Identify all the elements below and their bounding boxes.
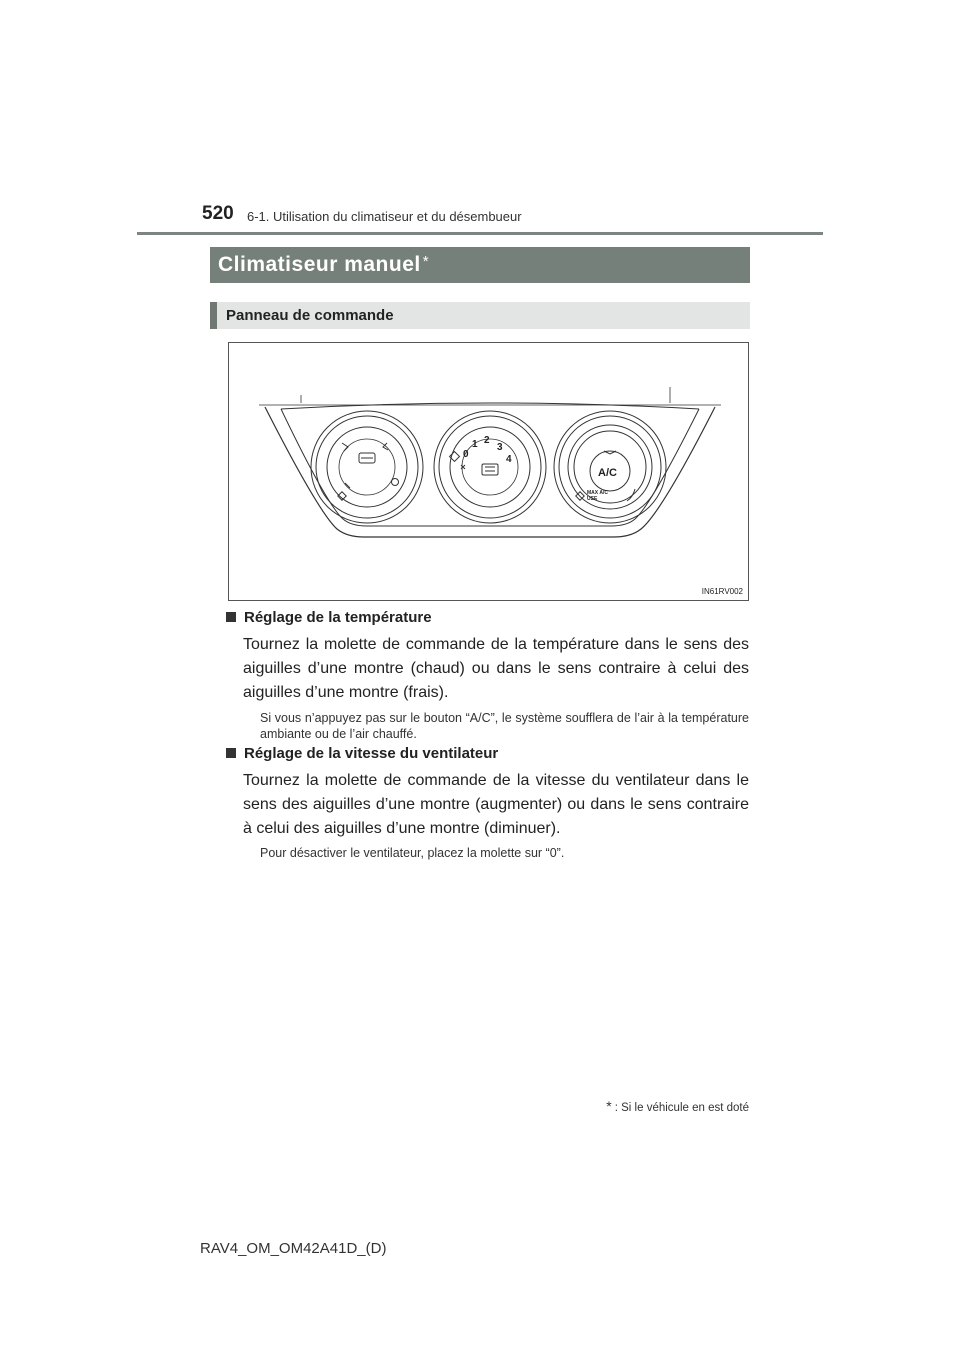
footnote-text: : Si le véhicule en est doté: [614, 1102, 749, 1114]
temperature-instructions: Tournez la molette de commande de la température dans le sens des aiguilles d’une montre (chaud) ou dans le sens contraire à celui des aiguilles d’une montre (frais).: [243, 636, 749, 701]
chapter-header: 6-1. Utilisation du climatiseur et du désembueur: [247, 209, 522, 224]
fan-speed-label-4: 4: [506, 454, 512, 465]
ac-button-label: A/C: [598, 467, 617, 479]
fan-speed-note: Pour désactiver le ventilateur, placez la molette sur “0”.: [260, 846, 565, 860]
control-panel-figure: [228, 342, 749, 601]
bullet-square-icon: [226, 612, 236, 622]
bullet-square-icon: [226, 748, 236, 758]
fan-speed-heading-text: Réglage de la vitesse du ventilateur: [244, 745, 499, 762]
fan-speed-label-2: 2: [484, 435, 490, 446]
temperature-heading-text: Réglage de la température: [244, 609, 432, 626]
document-id: RAV4_OM_OM42A41D_(D): [200, 1240, 387, 1257]
fan-speed-instructions: Tournez la molette de commande de la vitesse du ventilateur dans le sens des aiguilles d’une montre (augmenter) ou dans le sens contraire à celui des aiguilles d’une montre (diminuer).: [243, 772, 749, 837]
temperature-note: Si vous n’appuyez pas sur le bouton “A/C”, le système soufflera de l’air à la température ambiante ou de l’air chauffé.: [260, 711, 749, 741]
figure-code: IN61RV002: [701, 587, 743, 596]
fan-speed-label-1: 1: [472, 439, 478, 450]
section-title: Climatiseur manuel: [218, 253, 421, 276]
fan-speed-heading: [226, 745, 498, 762]
section-title-bar: [210, 247, 750, 283]
temperature-heading: [226, 609, 432, 626]
control-panel-illustration: [229, 343, 750, 602]
fan-speed-label-3: 3: [497, 442, 503, 453]
footnote: [606, 1098, 749, 1114]
header-rule: [137, 232, 823, 235]
optional-equipment-mark: *: [422, 253, 430, 270]
use-label: USE: [587, 496, 598, 502]
asterisk-mark: *: [606, 1098, 612, 1114]
fan-speed-label-0: 0: [463, 449, 469, 460]
subsection-title: Panneau de commande: [210, 302, 750, 329]
page-number: 520: [202, 203, 234, 224]
max-ac-label: MAX A/C: [587, 490, 608, 496]
